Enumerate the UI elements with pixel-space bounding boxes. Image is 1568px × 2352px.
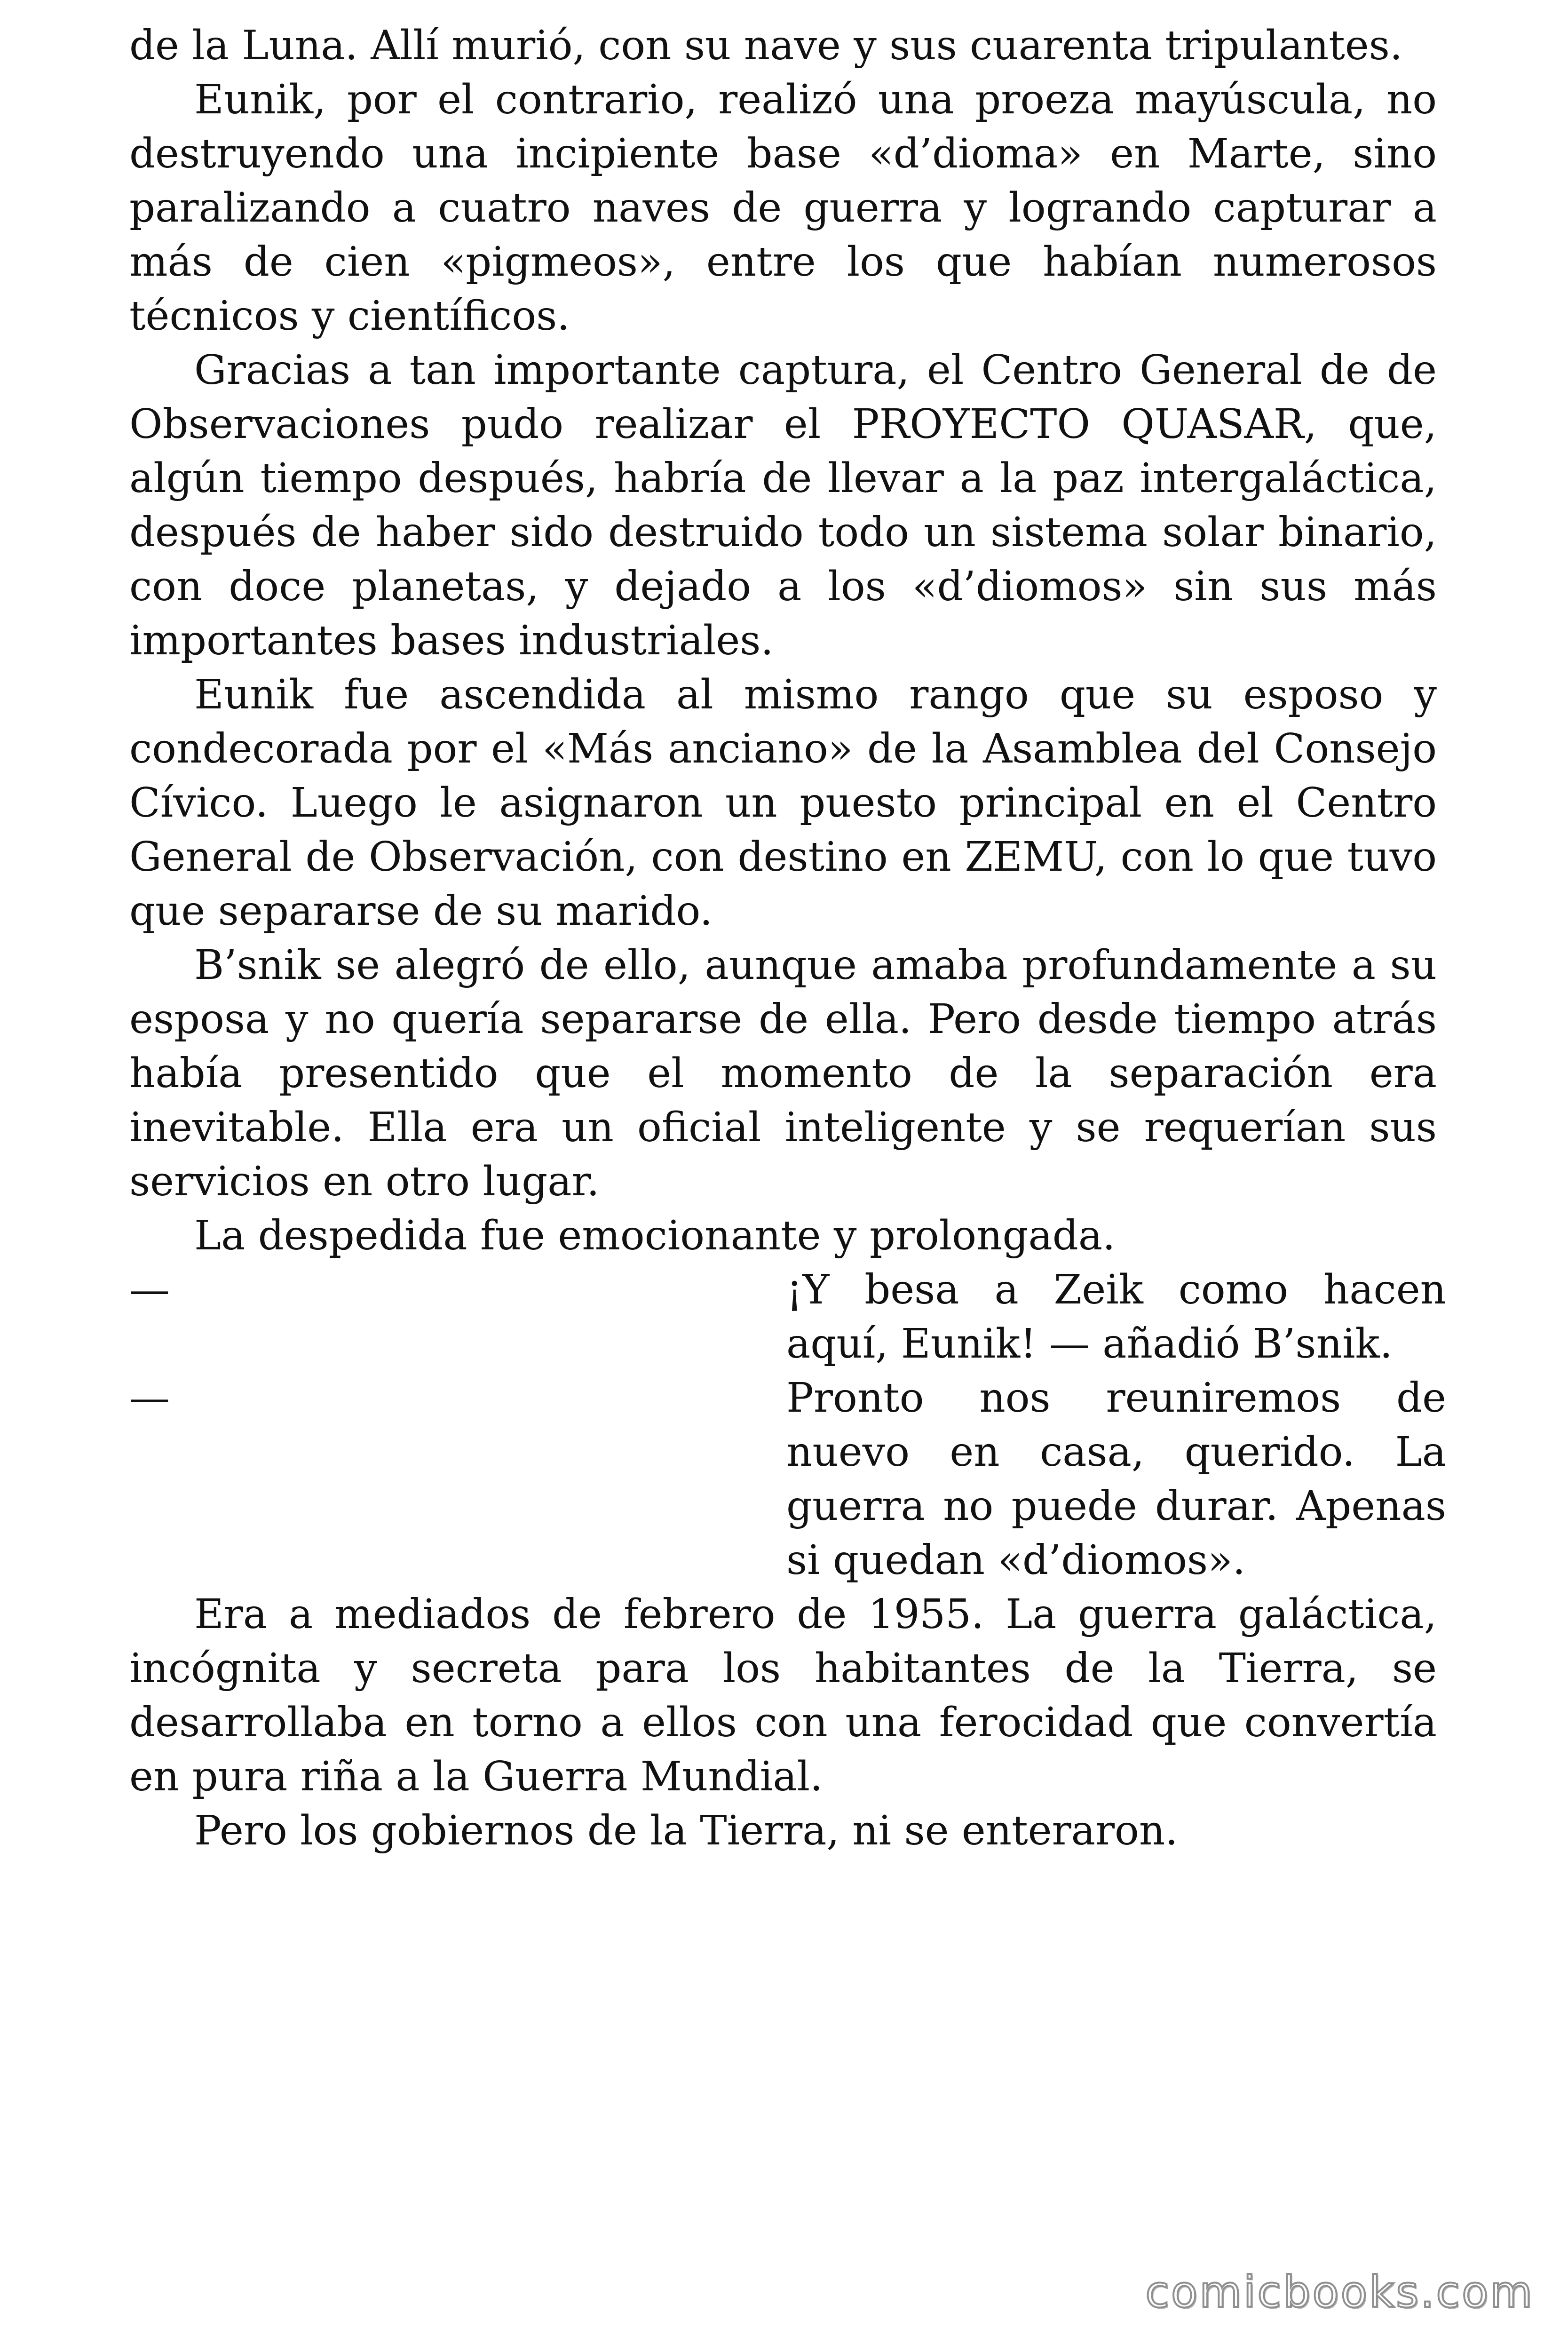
paragraph-continuation: de la Luna. Allí murió, con su nave y sus cuarenta tripulantes. (129, 22, 1403, 69)
paragraph-proyecto-quasar: Gracias a tan importante captura, el Centro General de de Observaciones pudo realizar el PROYECTO QUASAR, que, algún tiempo después, habría de llevar a la paz intergaláctica, después de haber sido destruido todo un sistema solar binario, con doce planetas, y dejado a los «d’diomos» sin sus más importantes bases industriales. (129, 347, 1437, 664)
paragraph-galactic-war: Era a mediados de febrero de 1955. La guerra galáctica, incógnita y secreta para los habitantes de la Tierra, se desarrollaba en torno a ellos con una ferocidad que convertía en pura riña a la Guerra Mundial. (129, 1591, 1437, 1800)
dialogue-text: Pronto nos reuniremos de nuevo en casa, querido. La guerra no puede durar. Apenas si quedan «d’diomos». (786, 1375, 1446, 1584)
dialogue-line (129, 1371, 1446, 1588)
dialogue-line (129, 1263, 1446, 1371)
dialogue-dash: — (129, 1266, 170, 1313)
paragraph-eunik-feat: Eunik, por el contrario, realizó una proeza mayúscula, no destruyendo una incipiente base «d’dioma» en Marte, sino paralizando a cuatro naves de guerra y logrando capturar a más de cien «pigmeos», entre los que habían numerosos técnicos y científicos. (129, 76, 1437, 340)
paragraph-final-line: Pero los gobiernos de la Tierra, ni se enteraron. (194, 1807, 1178, 1854)
paragraph-farewell: La despedida fue emocionante y prolongada. (194, 1212, 1116, 1259)
page-text (129, 19, 1446, 1858)
dialogue-dash: — (129, 1375, 170, 1422)
watermark: comicbooks.com (1145, 2267, 1534, 2317)
paragraph-bsnik-reaction: B’snik se alegró de ello, aunque amaba profundamente a su esposa y no quería separarse de ella. Pero desde tiempo atrás había presentido que el momento de la separación era inevitable. Ella era un oficial inteligente y se requerían sus servicios en otro lugar. (129, 942, 1437, 1205)
dialogue-text: ¡Y besa a Zeik como hacen aquí, Eunik! — añadió B’snik. (786, 1266, 1446, 1367)
paragraph-eunik-promotion: Eunik fue ascendida al mismo rango que su esposo y condecorada por el «Más anciano» de la Asamblea del Consejo Cívico. Luego le asignaron un puesto principal en el Centro General de Observación, con destino en ZEMU, con lo que tuvo que separarse de su marido. (129, 671, 1437, 935)
